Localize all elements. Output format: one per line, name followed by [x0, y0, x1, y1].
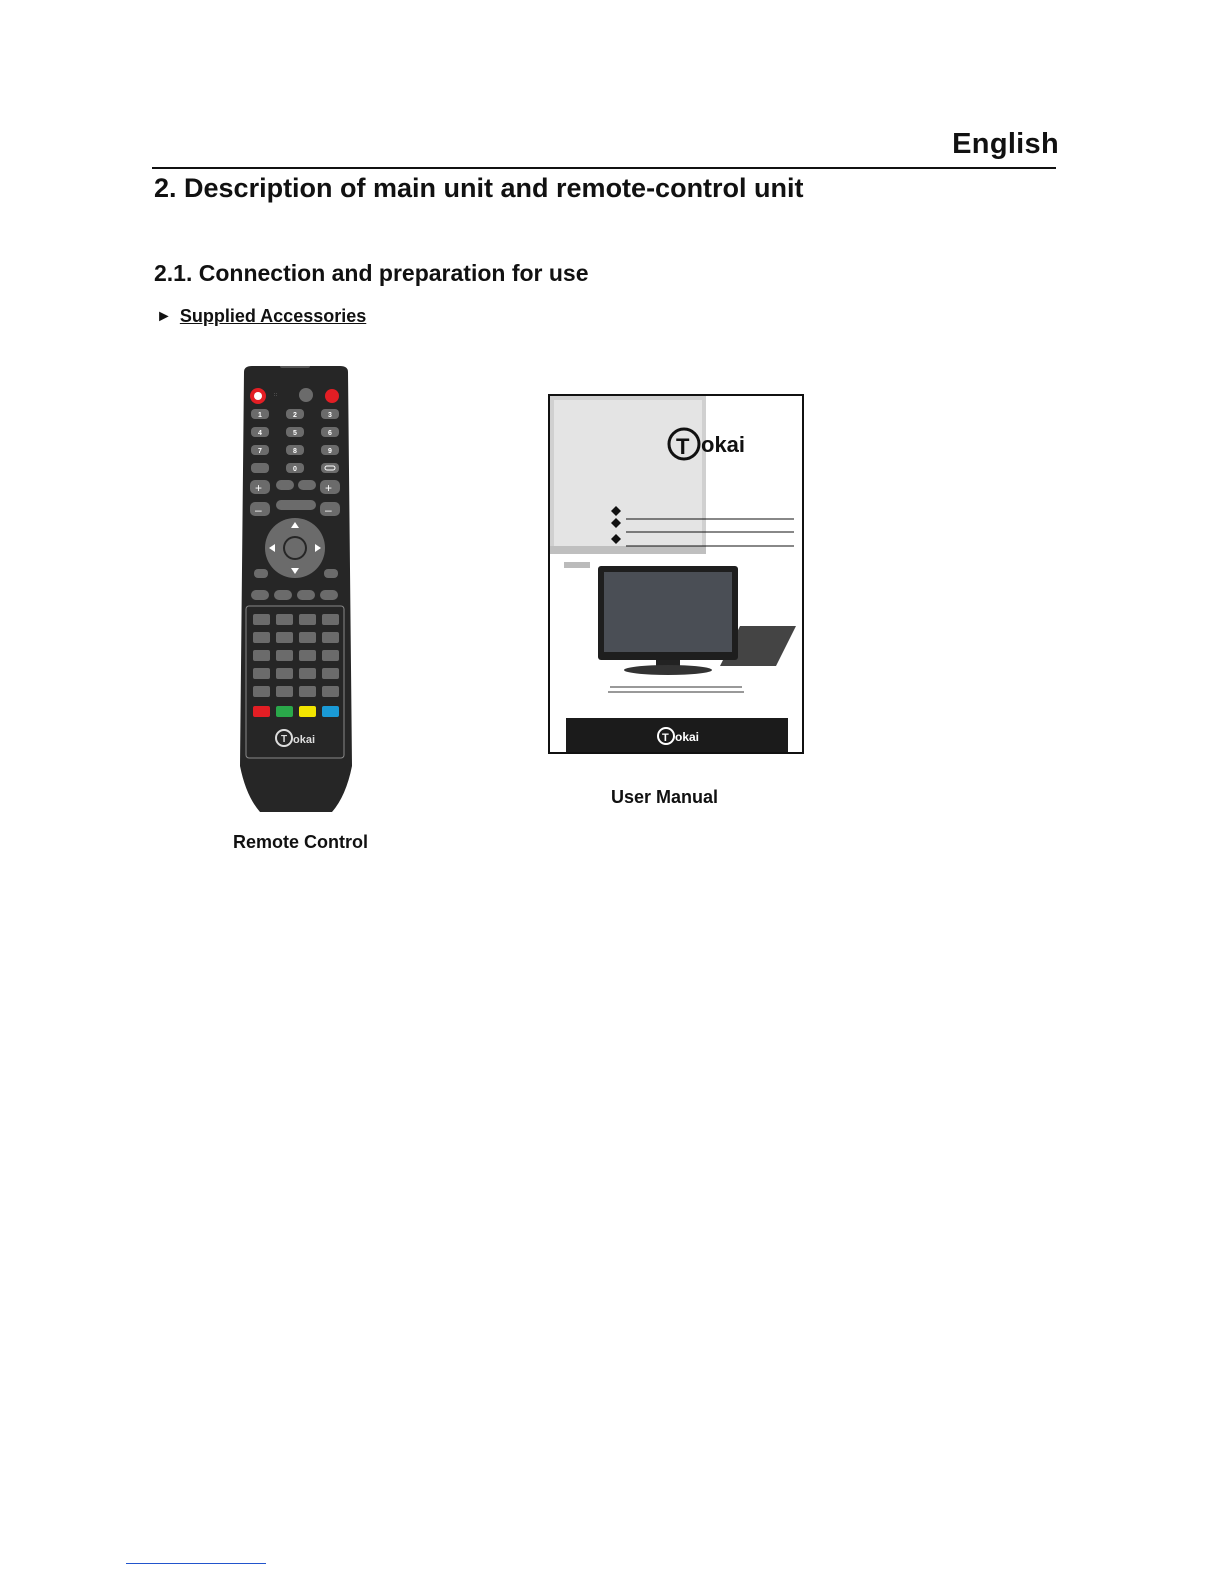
svg-text:4: 4: [258, 430, 262, 437]
media-key: [322, 632, 339, 643]
media-key: [299, 614, 316, 625]
footer-link-line: [126, 1563, 266, 1564]
svg-text:∷: ∷: [274, 392, 278, 398]
function-key: [320, 590, 338, 600]
media-key: [253, 650, 270, 661]
remote-key: [321, 445, 339, 455]
media-key: [322, 668, 339, 679]
media-key: [276, 632, 293, 643]
user-manual-caption: User Manual: [611, 787, 719, 807]
manual-footer-brand-text: okai: [675, 730, 700, 744]
user-manual-image: [548, 394, 804, 754]
media-key: [253, 614, 270, 625]
remote-control-caption: Remote Control: [233, 832, 368, 852]
media-key: [276, 650, 293, 661]
svg-text:T: T: [662, 732, 669, 744]
svg-text:9: 9: [328, 448, 332, 455]
color-key: [322, 706, 339, 717]
media-key: [322, 614, 339, 625]
remote-control-image: [236, 366, 356, 814]
svg-text:5: 5: [293, 430, 297, 437]
triangle-arrow-icon: ►: [156, 307, 172, 325]
remote-key: [321, 427, 339, 437]
svg-text:1: 1: [258, 412, 262, 419]
remote-key: [286, 463, 304, 473]
svg-text:8: 8: [293, 448, 297, 455]
svg-text:–: –: [255, 503, 262, 517]
media-key: [253, 668, 270, 679]
svg-text:0: 0: [293, 466, 297, 473]
remote-key: [251, 427, 269, 437]
media-key: [299, 686, 316, 697]
header-rule: [152, 167, 1056, 169]
language-label: English: [952, 128, 1059, 160]
svg-text:2: 2: [293, 412, 297, 419]
color-key: [253, 706, 270, 717]
svg-text:+: +: [255, 481, 263, 495]
function-key: [251, 590, 269, 600]
remote-brand-text: okai: [293, 734, 316, 746]
media-key: [253, 686, 270, 697]
manual-brand-text: okai: [701, 432, 746, 457]
media-key: [276, 668, 293, 679]
remote-key: [251, 409, 269, 419]
remote-key: [251, 463, 269, 473]
subsection-title: 2.1. Connection and preparation for use: [154, 260, 589, 286]
media-key: [276, 614, 293, 625]
svg-text:T: T: [676, 434, 690, 459]
remote-key: [321, 409, 339, 419]
color-key: [299, 706, 316, 717]
svg-text:6: 6: [328, 430, 332, 437]
svg-text:+: +: [325, 481, 333, 495]
remote-key: [251, 445, 269, 455]
svg-text:3: 3: [328, 412, 332, 419]
section-title: 2. Description of main unit and remote-control unit: [154, 173, 804, 203]
remote-key: [286, 409, 304, 419]
media-key: [322, 650, 339, 661]
accessories-label: Supplied Accessories: [179, 306, 367, 326]
media-key: [299, 632, 316, 643]
media-key: [253, 632, 270, 643]
color-key: [276, 706, 293, 717]
svg-text:7: 7: [258, 448, 262, 455]
media-key: [299, 650, 316, 661]
remote-key: [321, 463, 339, 473]
accessories-heading: [156, 306, 366, 327]
function-key: [297, 590, 315, 600]
svg-text:T: T: [281, 734, 288, 745]
media-key: [322, 686, 339, 697]
media-key: [299, 668, 316, 679]
remote-key: [286, 427, 304, 437]
remote-key: [286, 445, 304, 455]
media-key: [276, 686, 293, 697]
function-key: [274, 590, 292, 600]
svg-text:–: –: [325, 503, 332, 517]
